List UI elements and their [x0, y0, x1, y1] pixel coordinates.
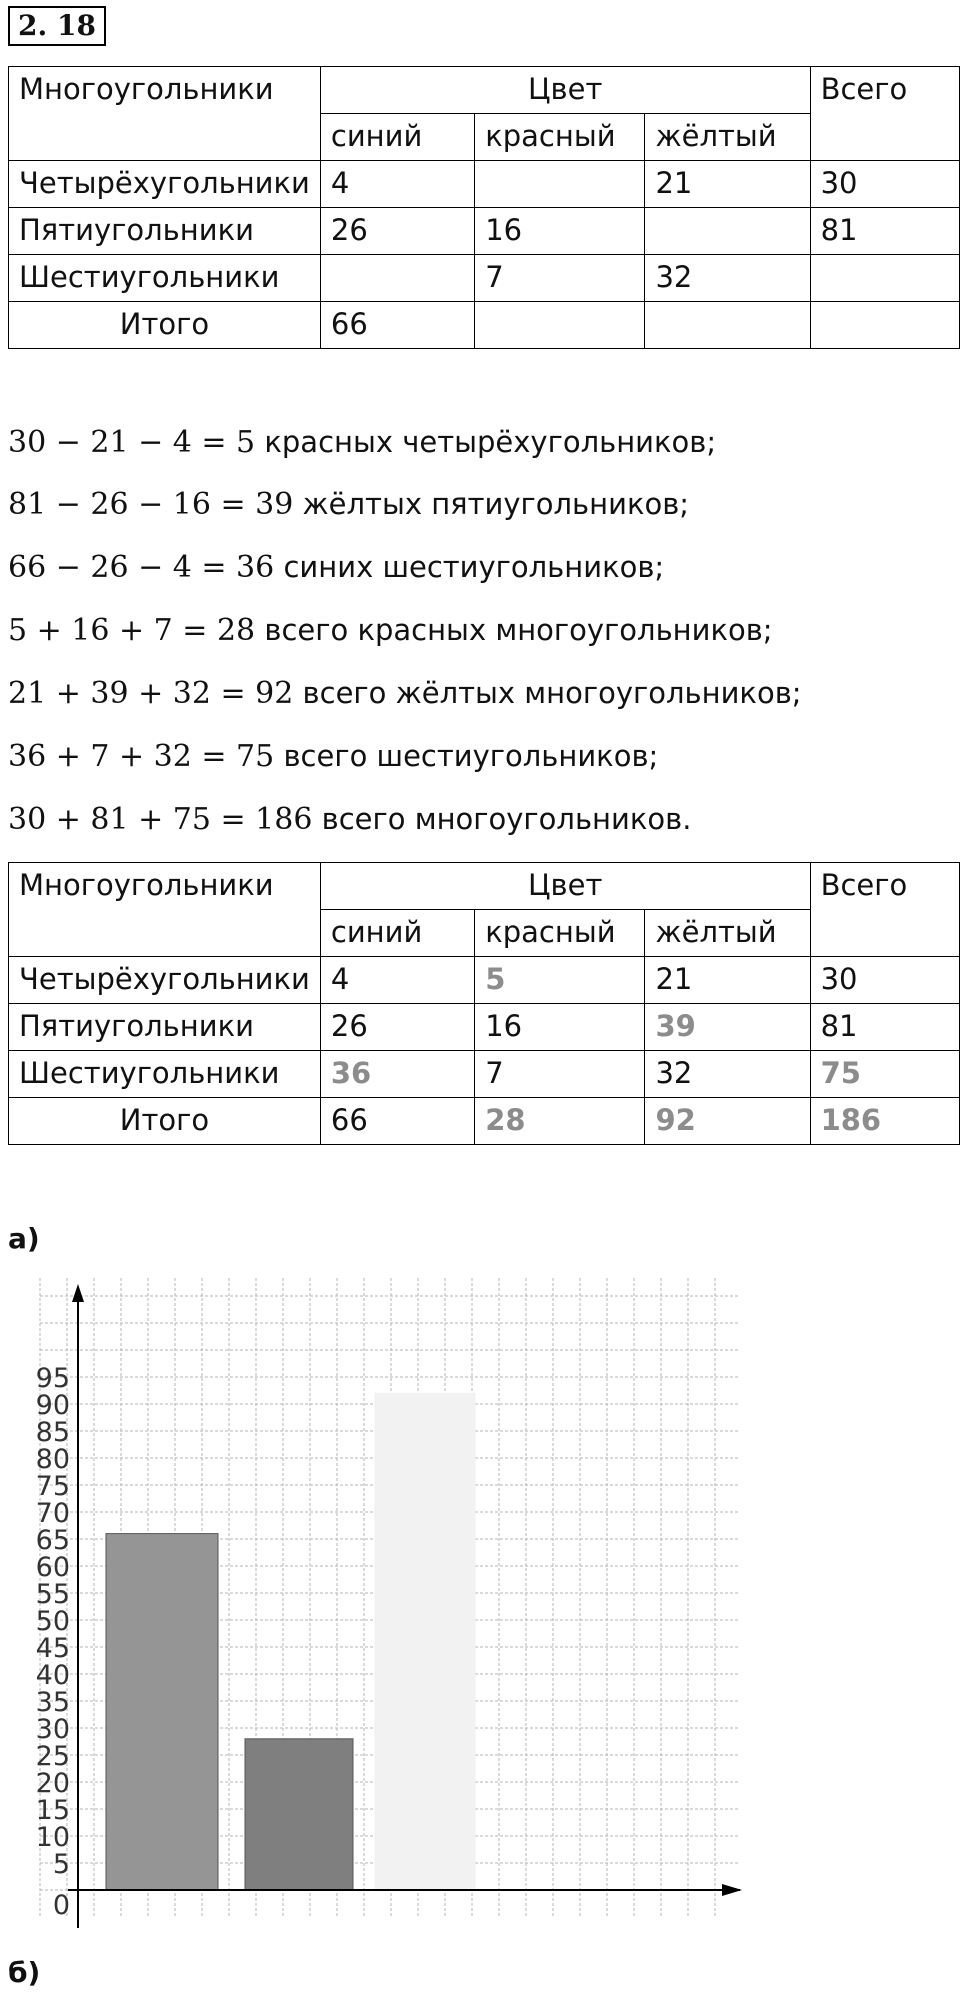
- header-blue: синий: [320, 910, 474, 957]
- y-tick-label: 80: [35, 1444, 70, 1475]
- header-color: Цвет: [320, 863, 810, 910]
- header-red: красный: [475, 114, 645, 161]
- y-tick-label: 85: [35, 1417, 70, 1448]
- bar-chart: [30, 1268, 760, 1948]
- equation-math: 21 + 39 + 32 = 92: [8, 676, 294, 711]
- equation-math: 81 − 26 − 16 = 39: [8, 487, 294, 522]
- y-tick-label: 50: [35, 1606, 70, 1637]
- y-tick-label: 70: [35, 1498, 70, 1529]
- row-label: Четырёхугольники: [9, 161, 321, 208]
- row-label: Пятиугольники: [9, 208, 321, 255]
- cell-blue: 36: [320, 1051, 474, 1098]
- equation-math: 5 + 16 + 7 = 28: [8, 613, 256, 648]
- cell-red: [475, 161, 645, 208]
- cell-red: 16: [475, 1004, 645, 1051]
- header-total: Всего: [810, 863, 959, 957]
- equation-math: 66 − 26 − 4 = 36: [8, 550, 275, 585]
- table-row: [9, 1051, 960, 1098]
- row-label: Четырёхугольники: [9, 957, 321, 1004]
- row-label: Пятиугольники: [9, 1004, 321, 1051]
- cell-total: 30: [810, 161, 959, 208]
- cell-total: 30: [810, 957, 959, 1004]
- y-tick-label: 65: [35, 1525, 70, 1556]
- y-tick-label: 45: [35, 1633, 70, 1664]
- cell-red: 28: [475, 1098, 645, 1145]
- y-tick-label: 95: [35, 1363, 70, 1394]
- cell-yellow: 21: [645, 957, 810, 1004]
- cell-blue: [320, 255, 474, 302]
- cell-red: 7: [475, 1051, 645, 1098]
- equation-line: [8, 547, 664, 588]
- cell-total: 81: [810, 1004, 959, 1051]
- cell-yellow: 21: [645, 161, 810, 208]
- table-row: [9, 302, 960, 349]
- y-tick-label: 20: [35, 1768, 70, 1799]
- equation-math: 36 + 7 + 32 = 75: [8, 739, 275, 774]
- cell-red: 7: [475, 255, 645, 302]
- cell-total: 75: [810, 1051, 959, 1098]
- table-row: [9, 1004, 960, 1051]
- y-tick-label: 0: [52, 1890, 70, 1921]
- table-row: [9, 957, 960, 1004]
- table-row: [9, 161, 960, 208]
- cell-blue: 26: [320, 1004, 474, 1051]
- y-tick-label: 90: [35, 1390, 70, 1421]
- header-blue: синий: [320, 114, 474, 161]
- header-polygons: Многоугольники: [9, 67, 321, 161]
- cell-total: 81: [810, 208, 959, 255]
- equation-math: 30 + 81 + 75 = 186: [8, 802, 313, 837]
- equation-text: всего шестиугольников;: [274, 739, 659, 773]
- y-axis-arrow: [72, 1284, 84, 1302]
- cell-red: [475, 302, 645, 349]
- y-tick-label: 10: [35, 1822, 70, 1853]
- cell-red: 16: [475, 208, 645, 255]
- row-label: Шестиугольники: [9, 1051, 321, 1098]
- equation-line: [8, 673, 802, 714]
- cell-blue: 66: [320, 302, 474, 349]
- cell-yellow: [645, 208, 810, 255]
- cell-total: [810, 302, 959, 349]
- equation-line: [8, 799, 691, 840]
- equation-text: красных четырёхугольников;: [255, 425, 717, 459]
- equation-text: всего красных многоугольников;: [255, 613, 773, 647]
- header-red: красный: [475, 910, 645, 957]
- cell-blue: 4: [320, 957, 474, 1004]
- cell-red: 5: [475, 957, 645, 1004]
- y-tick-label: 55: [35, 1579, 70, 1610]
- header-total: Всего: [810, 67, 959, 161]
- x-axis-arrow: [722, 1884, 742, 1896]
- equation-math: 30 − 21 − 4 = 5: [8, 425, 256, 460]
- y-tick-label: 30: [35, 1714, 70, 1745]
- polygon-table-initial: [8, 66, 960, 349]
- cell-yellow: 32: [645, 1051, 810, 1098]
- equation-line: [8, 422, 716, 463]
- chart-bar: [245, 1739, 353, 1890]
- header-yellow: жёлтый: [645, 114, 810, 161]
- cell-blue: 66: [320, 1098, 474, 1145]
- chart-bar: [106, 1534, 218, 1890]
- polygon-table-complete: [8, 862, 960, 1145]
- y-tick-label: 15: [35, 1795, 70, 1826]
- table-row: [9, 1098, 960, 1145]
- equation-text: жёлтых пятиугольников;: [293, 487, 690, 521]
- row-label: Итого: [9, 1098, 321, 1145]
- cell-blue: 4: [320, 161, 474, 208]
- table-row: [9, 255, 960, 302]
- cell-total: [810, 255, 959, 302]
- cell-yellow: 32: [645, 255, 810, 302]
- equation-line: [8, 484, 689, 525]
- y-tick-label: 75: [35, 1471, 70, 1502]
- chart-bar: [375, 1393, 475, 1890]
- cell-yellow: 39: [645, 1004, 810, 1051]
- equation-text: всего многоугольников.: [312, 802, 692, 836]
- y-tick-label: 40: [35, 1660, 70, 1691]
- y-tick-label: 25: [35, 1741, 70, 1772]
- equation-line: [8, 736, 658, 777]
- cell-blue: 26: [320, 208, 474, 255]
- problem-number: 2. 18: [8, 6, 106, 46]
- equation-text: синих шестиугольников;: [274, 550, 665, 584]
- part-b-label: б): [8, 1956, 41, 1989]
- equation-line: [8, 610, 773, 651]
- cell-yellow: [645, 302, 810, 349]
- part-a-label: а): [8, 1222, 40, 1255]
- equation-text: всего жёлтых многоугольников;: [293, 676, 802, 710]
- header-polygons: Многоугольники: [9, 863, 321, 957]
- y-tick-label: 5: [52, 1849, 70, 1880]
- y-tick-label: 35: [35, 1687, 70, 1718]
- header-yellow: жёлтый: [645, 910, 810, 957]
- cell-yellow: 92: [645, 1098, 810, 1145]
- header-color: Цвет: [320, 67, 810, 114]
- table-row: [9, 208, 960, 255]
- row-label: Шестиугольники: [9, 255, 321, 302]
- cell-total: 186: [810, 1098, 959, 1145]
- row-label: Итого: [9, 302, 321, 349]
- y-tick-label: 60: [35, 1552, 70, 1583]
